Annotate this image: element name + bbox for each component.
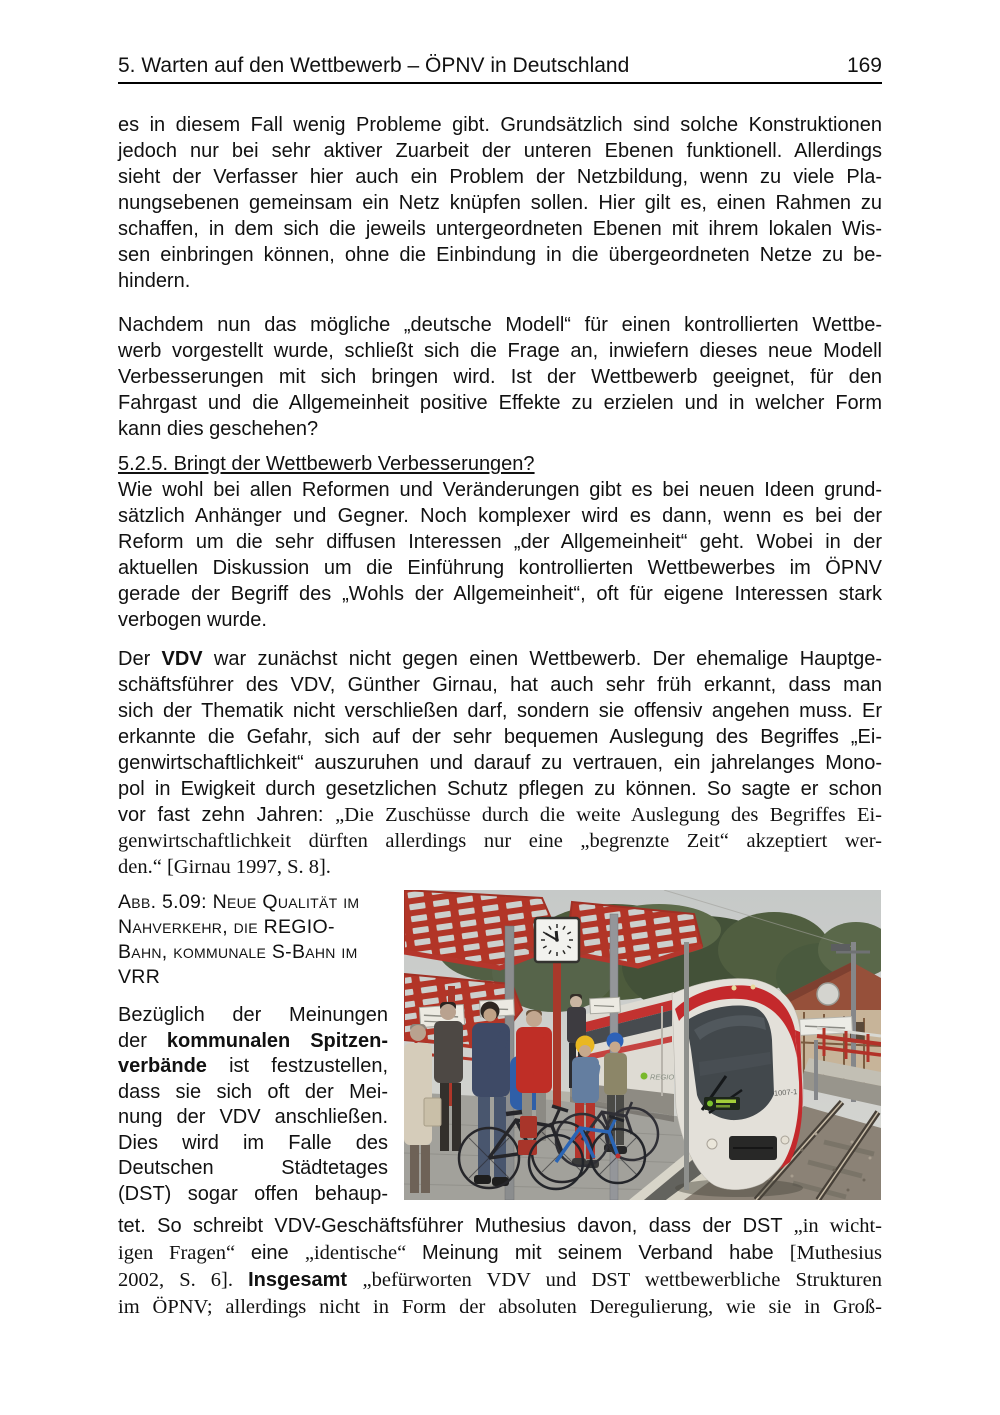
text-line	[118, 529, 882, 555]
text-segment: schäftsführer des VDV, Günther Girnau, hat auch sehr früh erkannt, dass man	[118, 674, 882, 696]
text-line	[118, 268, 882, 294]
text-segment: Reform um die sehr diffusen Interessen „der Allgemeinheit“ geht. Wobei in der	[118, 531, 882, 553]
text-line	[118, 828, 882, 854]
text-segment: werb vorgestellt wurde, schließt sich die Frage an, inwiefern dieses neue Modell	[118, 340, 882, 362]
text-segment: „befürworten VDV und DST wettbewerbliche Strukturen	[362, 1269, 882, 1291]
text-segment: Insgesamt	[248, 1269, 363, 1291]
text-segment: Wie wohl bei allen Reformen und Veränderungen gibt es bei neuen Ideen grund-	[118, 479, 882, 501]
text-segment: dass sie sich oft der Mei-	[118, 1080, 388, 1103]
text-segment: VRR	[118, 966, 161, 988]
text-segment: kommunalen Spitzen-	[166, 1029, 388, 1052]
svg-text:REGIO: REGIO	[650, 1072, 675, 1082]
text-segment: VDV	[161, 648, 203, 670]
text-line	[118, 965, 388, 990]
text-line	[118, 112, 882, 138]
text-segment: war zunächst nicht gegen einen Wettbewerb. Der ehemalige Hauptge-	[202, 648, 882, 670]
text-line	[118, 1156, 388, 1182]
text-segment: sen einbringen können, ohne die Einbindung in die übergeordneten Netze zu be-	[118, 244, 882, 266]
paragraph-2	[118, 312, 882, 442]
page-number: 169	[846, 54, 882, 77]
text-line	[118, 1240, 882, 1267]
text-line	[118, 338, 882, 364]
text-line	[118, 390, 882, 416]
text-segment: hindern.	[118, 270, 191, 292]
text-segment: Meinung mit seinem Verband habe	[421, 1242, 790, 1264]
text-line	[118, 776, 882, 802]
text-segment: Nachdem nun das mögliche „deutsche Modell“ für einen kontrollierten Wettbe-	[118, 314, 882, 336]
text-line	[118, 1131, 388, 1157]
text-segment: Fahrgast und die Allgemeinheit positive Effekte zu erzielen und in welcher Form	[118, 392, 882, 414]
text-segment: (DST) sogar offen behaup-	[118, 1182, 388, 1205]
text-segment: Bahn, kommunale S-Bahn im	[118, 941, 358, 963]
text-line	[118, 672, 882, 698]
text-line	[118, 555, 882, 581]
text-segment: schaffen, in dem sich die jeweils untergeordneten Ebenen mit ihrem lokalen Wis-	[118, 218, 882, 240]
figure-left-column	[118, 890, 388, 1207]
text-segment: ist festzustellen,	[206, 1055, 388, 1077]
text-segment: vor fast zehn Jahren:	[118, 804, 336, 826]
paragraph-3	[118, 477, 882, 633]
text-line	[118, 940, 388, 965]
text-segment: der	[118, 1029, 167, 1052]
text-segment: genwirtschaftlichkeit dürften allerdings nur eine „begrenzte Zeit“ akzeptiert wer-	[118, 830, 882, 852]
text-segment: „in wicht-	[793, 1215, 882, 1237]
figure-block	[118, 890, 882, 1207]
text-segment: Abb. 5.09: Neue Qualität im	[118, 891, 360, 913]
text-line	[118, 164, 882, 190]
running-title: 5. Warten auf den Wettbewerb – ÖPNV in Deutschland	[118, 54, 630, 77]
page-header	[118, 54, 882, 84]
text-line	[118, 190, 882, 216]
text-segment: nung der VDV anschließen.	[118, 1106, 388, 1128]
station-photo	[404, 890, 881, 1200]
text-segment: Nahverkehr, die REGIO-	[118, 916, 335, 938]
text-line	[118, 607, 882, 633]
text-segment: „Die Zuschüsse durch die weite Auslegung des Begriffes Ei-	[335, 804, 882, 826]
text-line	[118, 1267, 882, 1294]
figure-caption	[118, 890, 388, 990]
text-segment: jedoch nur bei sehr aktiver Zuarbeit der unteren Ebenen funktionell. Allerdings	[118, 140, 882, 162]
text-line	[118, 216, 882, 242]
text-segment: [Muthesius	[789, 1242, 883, 1264]
text-segment: Bezüglich der Meinungen	[118, 1004, 388, 1026]
text-line	[118, 802, 882, 828]
destination-display	[704, 1097, 740, 1110]
text-segment: sätzlich Anhänger und Gegner. Noch komplexer wird es dann, wenn es bei der	[118, 505, 882, 527]
paragraph-4	[118, 646, 882, 880]
text-segment: verbände	[118, 1055, 207, 1077]
text-line	[118, 854, 882, 880]
text-segment: eine	[250, 1242, 305, 1264]
paragraph-6	[118, 1213, 882, 1321]
text-segment: igen Fragen“	[118, 1242, 251, 1264]
text-segment: sich der Thematik nicht verschließen darf, sondern sie offensiv angehen muss. Er	[118, 700, 882, 722]
text-segment: nungsebenen gemeinsam ein Netz knüpfen sollen. Hier gilt es, einen Rahmen zu	[118, 192, 882, 214]
text-line	[118, 1054, 388, 1080]
text-line	[118, 646, 882, 672]
text-segment: Dies wird im Falle des	[118, 1131, 388, 1154]
text-segment: 2002, S. 6].	[118, 1269, 249, 1291]
text-segment: „identische“	[304, 1242, 422, 1264]
text-segment: Verbesserungen mit sich bringen wird. Ist der Wettbewerb geeignet, für den	[118, 366, 882, 388]
text-line	[118, 581, 882, 607]
text-line	[118, 1003, 388, 1029]
text-line	[118, 750, 882, 776]
text-segment: es in diesem Fall wenig Probleme gibt. Grundsätzlich sind solche Konstruktionen	[118, 114, 882, 136]
text-line	[118, 1080, 388, 1106]
headlight	[707, 1139, 717, 1149]
text-segment: sieht der Verfasser hier auch ein Problem der Netzbildung, wenn zu viele Pla-	[118, 166, 882, 188]
paragraph-1	[118, 112, 882, 294]
text-line	[118, 477, 882, 503]
text-segment: Deutschen Städtetages	[118, 1157, 388, 1179]
text-line	[118, 698, 882, 724]
text-line	[118, 890, 388, 915]
text-segment: kann dies geschehen?	[118, 418, 319, 440]
text-segment: aktuellen Diskussion um die Einführung kontrollierten Wettbewerbes im ÖPNV	[118, 557, 882, 579]
text-line	[118, 364, 882, 390]
text-segment: im ÖPNV; allerdings nicht in Form der absoluten Deregulierung, wie sie in Groß-	[118, 1296, 882, 1318]
text-segment: erkannte die Gefahr, sich auf der sehr bequemen Auslegung des Begriffes „Ei-	[118, 726, 882, 748]
text-segment: gerade der Begriff des „Wohls der Allgemeinheit“, oft für eigene Interessen stark	[118, 583, 882, 605]
text-segment: den.“ [Girnau 1997, S. 8].	[118, 856, 331, 878]
text-line	[118, 242, 882, 268]
text-line	[118, 1105, 388, 1131]
section-heading: 5.2.5. Bringt der Wettbewerb Verbesserungen?	[118, 453, 535, 475]
train-number: 1007-1	[773, 1087, 798, 1098]
text-line	[118, 1182, 388, 1208]
text-line	[118, 1294, 882, 1321]
text-line	[118, 915, 388, 940]
text-segment: Der	[118, 648, 162, 670]
station-clock	[535, 918, 579, 962]
text-segment: pol in Ewigkeit durch gesetzlichen Schutz pflegen zu können. So sagte er schon	[118, 778, 882, 800]
text-segment: genwirtschaftlichkeit“ auszuruhen und darauf zu vertrauen, ein jahrelanges Mono-	[118, 752, 882, 774]
text-segment: verbogen wurde.	[118, 609, 267, 631]
text-segment: tet. So schreibt VDV-Geschäftsführer Muthesius davon, dass der DST	[118, 1215, 794, 1237]
text-line	[118, 138, 882, 164]
text-line	[118, 724, 882, 750]
text-line	[118, 416, 882, 442]
paragraph-5	[118, 1003, 388, 1207]
text-line	[118, 312, 882, 338]
text-line	[118, 1213, 882, 1240]
text-line	[118, 503, 882, 529]
text-line	[118, 1029, 388, 1055]
